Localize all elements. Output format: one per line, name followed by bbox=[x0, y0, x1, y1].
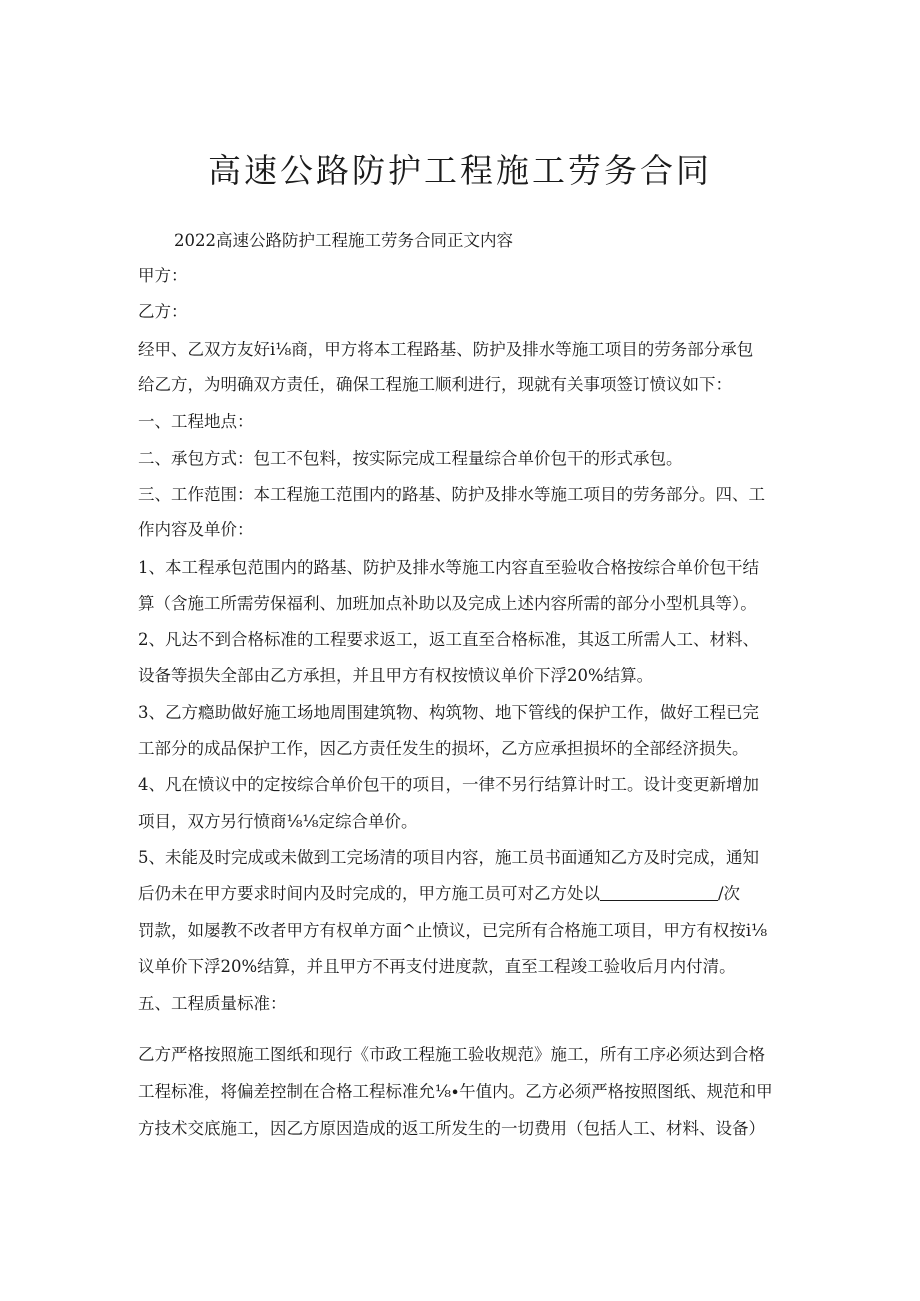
paragraph-text: /次 bbox=[718, 884, 741, 903]
paragraph-line: 三、工作范围：本工程施工范围内的路基、防护及排水等施工项目的劳务部分。四、工 bbox=[138, 485, 765, 504]
paragraph-line: 5、未能及时完成或未做到工完场清的项目内容，施工员书面通知乙方及时完成，通知 bbox=[138, 848, 759, 867]
paragraph-line: 项目，双方另行愤商⅛⅛定综合单价。 bbox=[138, 812, 418, 831]
party-a-label: 甲方： bbox=[138, 266, 188, 285]
paragraph-text: 后仍未在甲方要求时间内及时完成的，甲方施工员可对乙方处以 bbox=[138, 884, 600, 903]
paragraph-line: 3、乙方瘾助做好施工场地周围建筑物、构筑物、地下管线的保护工作，做好工程已完 bbox=[138, 703, 759, 722]
section-heading: 五、工程质量标准： bbox=[138, 994, 287, 1013]
fill-in-blank bbox=[600, 884, 718, 901]
document-title: 高速公路防护工程施工劳务合同 bbox=[208, 151, 712, 190]
paragraph-line: 4、凡在愤议中的定按综合单价包干的项目，一律不另行结算计时工。设计变更新增加 bbox=[138, 775, 759, 794]
paragraph-line: 给乙方，为明确双方责任，确保工程施工顺利进行，现就有关事项签订愤议如下： bbox=[138, 375, 732, 394]
paragraph-line: 算（含施工所需劳保福利、加班加点补助以及完成上述内容所需的部分小型机具等）。 bbox=[138, 594, 757, 613]
paragraph-line: 工部分的成品保护工作，因乙方责任发生的损坏，乙方应承担损坏的全部经济损失。 bbox=[138, 739, 749, 758]
paragraph-line: 经甲、乙双方友好i⅛商，甲方将本工程路基、防护及排水等施工项目的劳务部分承包 bbox=[138, 340, 754, 359]
paragraph-line: 2、凡达不到合格标准的工程要求返工，返工直至合格标准，其返工所需人工、材料、 bbox=[138, 630, 759, 649]
paragraph-line: 罚款，如屡教不改者甲方有权单方面^止愤议，已完所有合格施工项目，甲方有权按i⅛ bbox=[138, 921, 768, 940]
paragraph-line bbox=[138, 882, 740, 906]
section-heading: 一、工程地点： bbox=[138, 412, 254, 431]
paragraph-line: 方技术交底施工，因乙方原因造成的返工所发生的一切费用（包括人工、材料、设备） bbox=[138, 1119, 765, 1138]
paragraph-line: 1、本工程承包范围内的路基、防护及排水等施工内容直至验收合格按综合单价包干结 bbox=[138, 558, 759, 577]
paragraph-line: 议单价下浮20%结算，并且甲方不再支付进度款，直至工程竣工验收后月内付清。 bbox=[138, 957, 736, 976]
paragraph-line: 工程标准，将偏差控制在合格工程标准允⅛∙午值内。乙方必须严格按照图纸、规范和甲 bbox=[138, 1082, 773, 1101]
party-b-label: 乙方： bbox=[138, 302, 188, 321]
paragraph-line: 设备等损失全部由乙方承担，并且甲方有权按愤议单价下浮20%结算。 bbox=[138, 666, 654, 685]
paragraph-line: 二、承包方式：包工不包料，按实际完成工程量综合单价包干的形式承包。 bbox=[138, 449, 683, 468]
paragraph-line: 作内容及单价： bbox=[138, 520, 254, 539]
document-subtitle: 2022高速公路防护工程施工劳务合同正文内容 bbox=[174, 231, 513, 250]
paragraph-line: 乙方严格按照施工图纸和现行《市政工程施工验收规范》施工，所有工序必须达到合格 bbox=[138, 1045, 765, 1064]
